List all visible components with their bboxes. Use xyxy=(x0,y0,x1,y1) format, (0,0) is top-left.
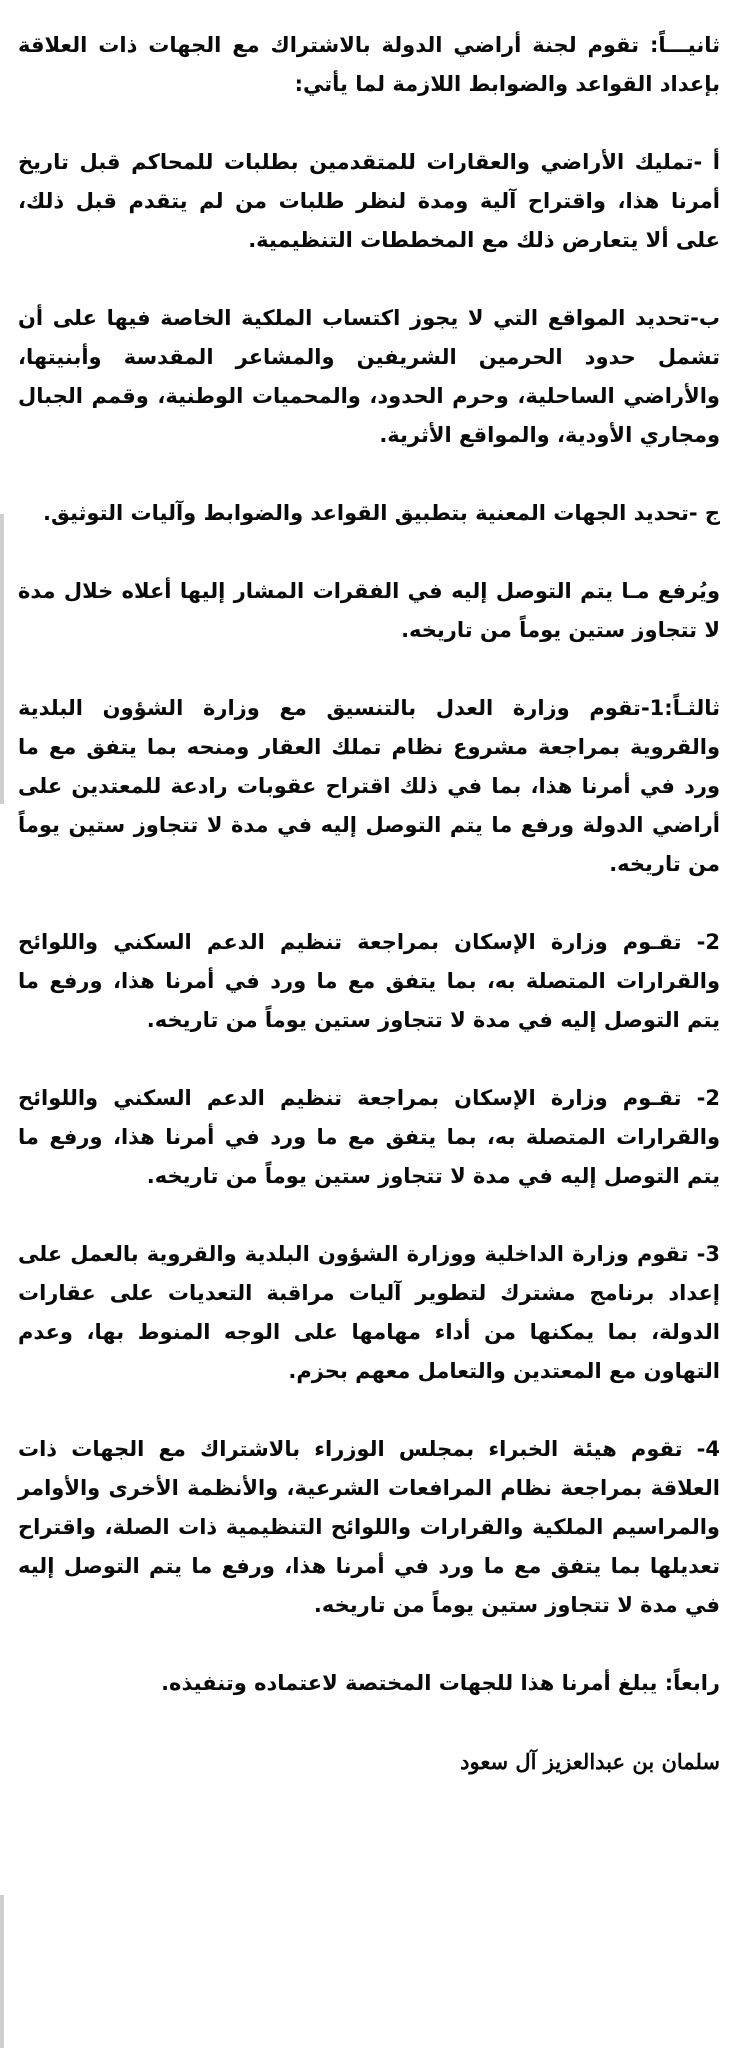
paragraph-submission-deadline: ويُرفع مـا يتم التوصل إليه في الفقرات المشار إليها أعلاه خلال مدة لا تتجاوز ستين يوماً من تاريخه. xyxy=(18,579,720,642)
left-edge-marker-bottom xyxy=(0,1895,4,2048)
left-edge-marker xyxy=(0,514,4,804)
paragraph-fourth: رابعاً: يبلغ أمرنا هذا للجهات المختصة لاعتماده وتنفيذه. xyxy=(161,1671,720,1695)
paragraph-item-b: ب-تحديد المواقع التي لا يجوز اكتساب الملكية الخاصة فيها على أن تشمل حدود الحرمين الشريفين والمشاعر المقدسة وأبنيتها، والأراضي الساحلية، وحرم الحدود، والمحميات الوطنية، وقمم الجبال ومجاري الأودية، والمواقع الأثرية. xyxy=(18,306,720,447)
paragraph-second-intro: ثانيـــاً: تقوم لجنة أراضي الدولة بالاشتراك مع الجهات ذات العلاقة بإعداد القواعد والضوابط اللازمة لما يأتي: xyxy=(18,33,720,96)
paragraph-item-a: أ -تمليك الأراضي والعقارات للمتقدمين بطلبات للمحاكم قبل تاريخ أمرنا هذا، واقتراح آلية ومدة لنظر طلبات من لم يتقدم قبل ذلك، على ألا يتعارض ذلك مع المخططات التنظيمية. xyxy=(18,150,720,252)
paragraph-third-item-1: ثالثـاً:1-تقوم وزارة العدل بالتنسيق مع وزارة الشؤون البلدية والقروية بمراجعة مشروع نظام تملك العقار ومنحه بما يتفق مع ما ورد في أمرنا هذا، بما في ذلك اقتراح عقوبات رادعة للمعتدين على أراضي الدولة ورفع ما يتم التوصل إليه في مدة لا تتجاوز ستين يوماً من تاريخه. xyxy=(18,696,720,876)
paragraph-third-item-2-repeat: 2- تقـوم وزارة الإسكان بمراجعة تنظيم الدعم السكني واللوائح والقرارات المتصلة به، بما يتفق مع ما ورد في أمرنا هذا، ورفع ما يتم التوصل إليه في مدة لا تتجاوز ستين يوماً من تاريخه. xyxy=(18,1086,720,1188)
paragraph-third-item-3: 3- تقوم وزارة الداخلية ووزارة الشؤون البلدية والقروية بالعمل على إعداد برنامج مشترك لتطوير آليات مراقبة التعديات على عقارات الدولة، بما يمكنها من أداء مهامها على الوجه المنوط بها، وعدم التهاون مع المعتدين والتعامل معهم بحزم. xyxy=(18,1242,720,1383)
paragraph-third-item-4: 4- تقوم هيئة الخبراء بمجلس الوزراء بالاشتراك مع الجهات ذات العلاقة بمراجعة نظام المرافعات الشرعية، والأنظمة الأخرى والأوامر والمراسيم الملكية والقرارات واللوائح التنظيمية ذات الصلة، واقتراح تعديلها بما يتفق مع ما ورد في أمرنا هذا، ورفع ما يتم التوصل إليه في مدة لا تتجاوز ستين يوماً من تاريخه. xyxy=(18,1437,720,1617)
signature: سلمان بن عبدالعزيز آل سعود xyxy=(460,1749,720,1774)
paragraph-third-item-2: 2- تقـوم وزارة الإسكان بمراجعة تنظيم الدعم السكني واللوائح والقرارات المتصلة به، بما يتفق مع ما ورد في أمرنا هذا، ورفع ما يتم التوصل إليه في مدة لا تتجاوز ستين يوماً من تاريخه. xyxy=(18,930,720,1032)
paragraph-item-c: ج -تحديد الجهات المعنية بتطبيق القواعد والضوابط وآليات التوثيق. xyxy=(43,501,720,525)
